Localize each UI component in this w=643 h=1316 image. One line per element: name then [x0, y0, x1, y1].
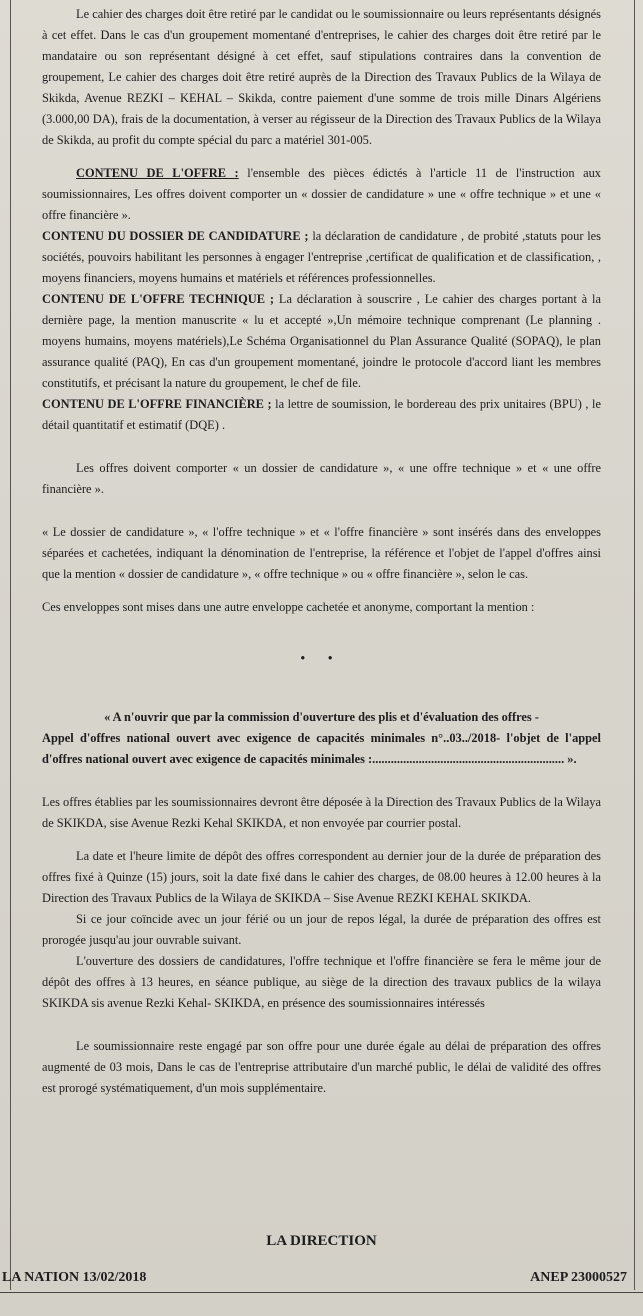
mention-line-2: Appel d'offres national ouvert avec exigence de capacités minimales n°..03../2018- l'objet de l'appel d'offres national ouvert avec exigence de capacités minimales :.............................................................. ».: [42, 731, 601, 766]
dossier-text: la déclaration de candidature , de probité ,statuts pour les sociétés, pouvoirs habilitant les personnes à engager l'entreprise ,certificat de qualification et de classification, , moyens financiers, moyens humains et matériels et références professionnelles.: [42, 229, 601, 285]
footer-newspaper-date: LA NATION 13/02/2018: [2, 1270, 147, 1285]
paragraph-enveloppe-anonyme: Ces enveloppes sont mises dans une autre enveloppe cachetée et anonyme, comportant la mention :: [42, 600, 535, 614]
paragraph-offre-technique: [42, 289, 601, 394]
footer: [2, 1270, 627, 1286]
paragraph-jour-ferie: Si ce jour coïncide avec un jour férié ou un jour de repos légal, la durée de préparation des offres est prorogée jusqu'au jour ouvrable suivant.: [42, 912, 601, 947]
financiere-label: CONTENU DE L'OFFRE FINANCIÈRE ;: [42, 397, 272, 411]
financiere-text: la lettre de soumission, le bordereau des prix unitaires (BPU) , le détail quantitatif et estimatif (DQE) .: [42, 397, 601, 432]
contenu-offre-text: l'ensemble des pièces édictés à l'article 11 de l'instruction aux soumissionnaires, Les offres doivent comporter un « dossier de candidature » une « offre technique » et une « offre financière ».: [42, 166, 601, 222]
paragraph-enveloppes: « Le dossier de candidature », « l'offre technique » et « l'offre financière » sont insérés dans des enveloppes séparées et cachetées, indiquant la dénomination de l'entreprise, la référence et l'objet de l'appel d'offres ainsi que la mention « dossier de candidature », « offre technique » ou « offre financière », selon le cas.: [42, 525, 601, 581]
contenu-offre-label: CONTENU DE L'OFFRE :: [76, 166, 239, 180]
paragraph-dossier-candidature: [42, 226, 601, 289]
document-body: [42, 4, 601, 1099]
signature-direction: LA DIRECTION: [266, 1233, 377, 1249]
footer-anep-number: ANEP 23000527: [530, 1270, 627, 1285]
mention-line-1: « A n'ouvrir que par la commission d'ouverture des plis et d'évaluation des offres -: [104, 710, 539, 724]
paragraph-cahier-des-charges: Le cahier des charges doit être retiré par le candidat ou le soumissionnaire ou leurs représentants désignés à cet effet. Dans le cas d'un groupement momentané d'entreprises, le cahier des charges doit être retiré par le mandataire ou son représentant désigné à cet effet, sauf stipulations contraires dans la convention de groupement, Le cahier des charges doit être retiré auprès de la Direction des Travaux Publics de la Wilaya de Skikda, Avenue REZKI – KEHAL – Skikda, contre paiement d'une somme de trois mille Dinars Algériens (3.000,00 DA), frais de la documentation, à verser au régisseur de la Direction des Travaux Publics de la Wilaya de Skikda, au profit du compte spécial du parc a matériel 301-005.: [42, 7, 601, 147]
paragraph-engagement: Le soumissionnaire reste engagé par son offre pour une durée égale au délai de préparation des offres augmenté de 03 mois, Dans le cas de l'entreprise attributaire d'un marché public, le délai de validité des offres est prorogé systématiquement, d'un mois supplémentaire.: [42, 1039, 601, 1095]
technique-label: CONTENU DE L'OFFRE TECHNIQUE ;: [42, 292, 275, 306]
paragraph-offre-financiere: [42, 394, 601, 436]
dossier-label: CONTENU DU DOSSIER DE CANDIDATURE ;: [42, 229, 309, 243]
paragraph-offres-composition: Les offres doivent comporter « un dossier de candidature », « une offre technique » et « une offre financière ».: [42, 461, 601, 496]
paragraph-date-limite: La date et l'heure limite de dépôt des offres correspondent au dernier jour de la durée de préparation des offres fixé à Quinze (15) jours, soit la date fixé dans le cahier des charges, de 08.00 heures à 12.00 heures à la Direction des Travaux Publics de la Wilaya de SKIKDA – Sise Avenue REZKI KEHAL SKIKDA.: [42, 849, 601, 905]
footer-rule: [0, 1292, 643, 1293]
separator-dots: • •: [300, 651, 343, 665]
paragraph-depot: Les offres établies par les soumissionnaires devront être déposée à la Direction des Travaux Publics de la Wilaya de SKIKDA, sise Avenue Rezki Kehal SKIKDA, et non envoyée par courrier postal.: [42, 795, 601, 830]
right-border: [634, 0, 635, 1290]
left-border: [10, 0, 11, 1290]
paragraph-ouverture: L'ouverture des dossiers de candidatures, l'offre technique et l'offre financière se fera le même jour de dépôt des offres à 13 heures, en séance publique, au siège de la direction des travaux publics de la wilaya SKIKDA sis avenue Rezki Kehal- SKIKDA, en présence des soumissionnaires intéressés: [42, 954, 601, 1010]
paragraph-contenu-offre: [42, 163, 601, 226]
technique-text: La déclaration à souscrire , Le cahier des charges portant à la dernière page, la mention manuscrite « lu et accepté »,Un mémoire technique comprenant (Le planning . moyens humains, moyens matériels),Le Schéma Organisationnel du Plan Assurance Qualité (SOPAQ), le plan assurance qualité (PAQ), En cas d'un groupement momentané, joindre le protocole d'accord liant les membres constitutifs, et précisant la nature du groupement, le chef de file.: [42, 292, 601, 390]
